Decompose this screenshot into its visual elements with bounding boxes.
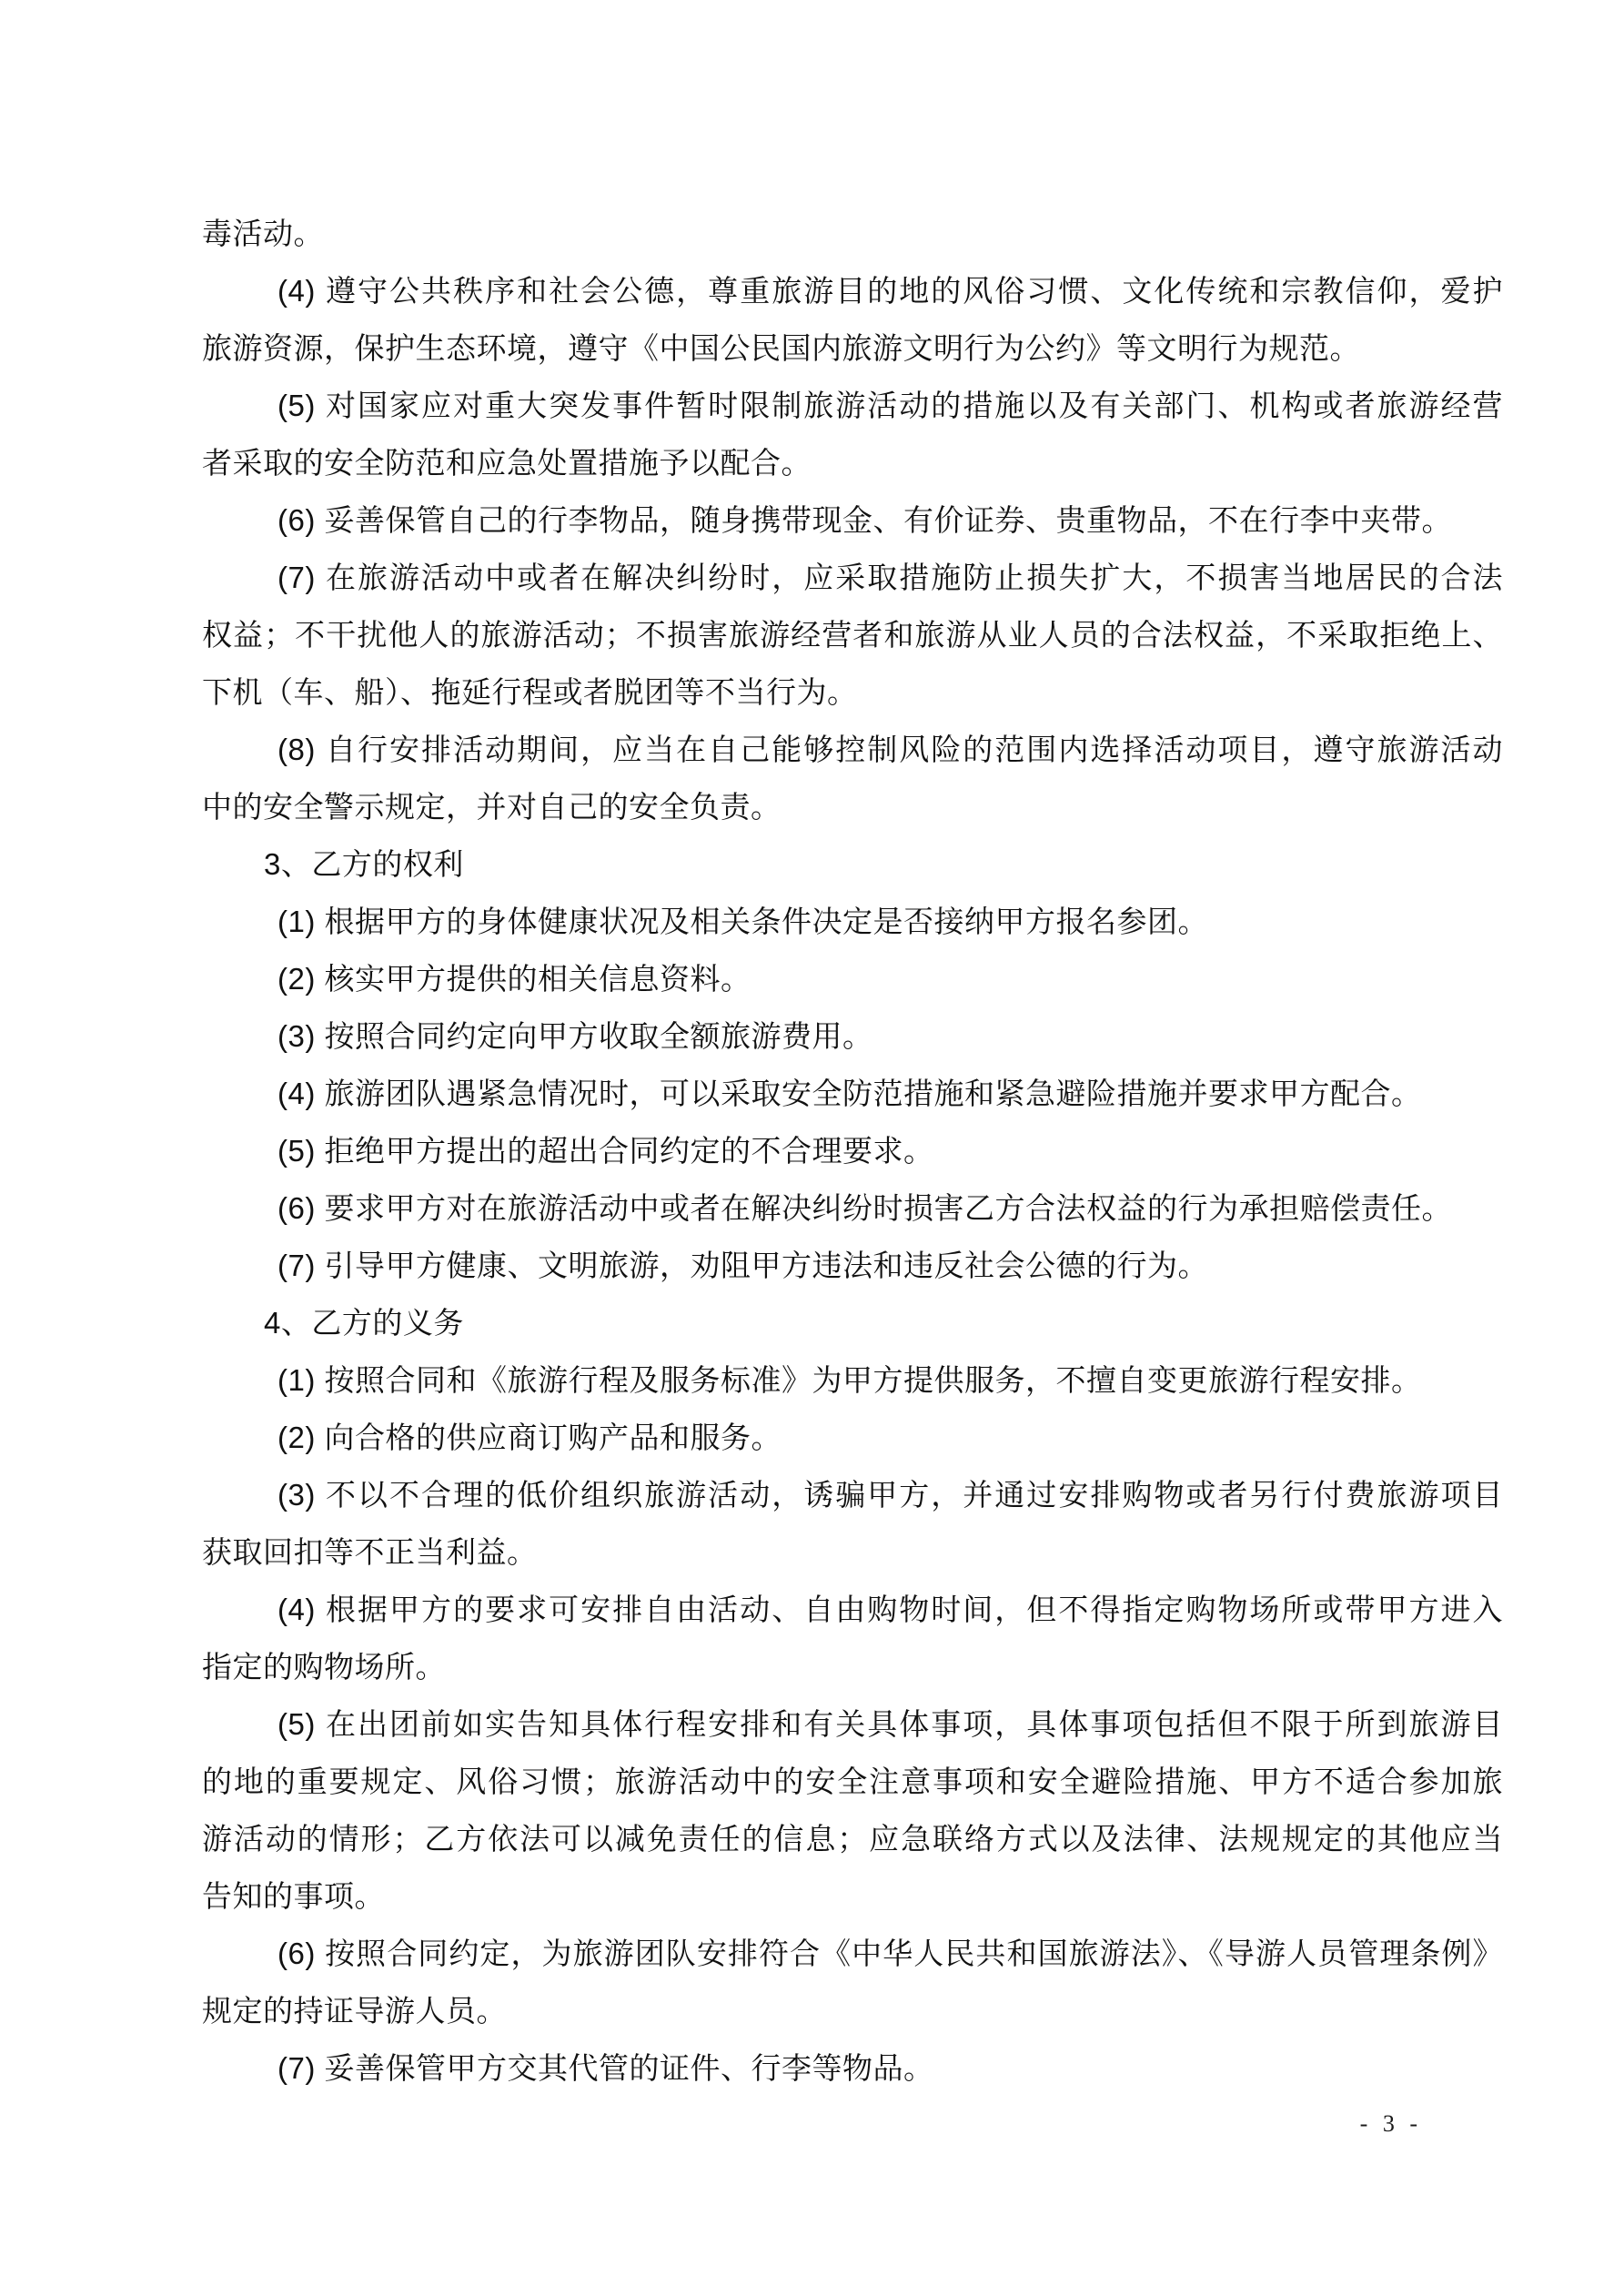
text-line: 游活动的情形；乙方依法可以减免责任的信息；应急联络方式以及法律、法规规定的其他应当: [202, 1822, 1503, 1856]
text-line: 告知的事项。: [202, 1879, 385, 1913]
text-line: 毒活动。: [202, 217, 324, 250]
text-line: 规定的持证导游人员。: [202, 1994, 507, 2028]
text-line: (6) 按照合同约定，为旅游团队安排符合《中华人民共和国旅游法》、《导游人员管理条例》: [277, 1937, 1503, 1970]
text-line: (4) 旅游团队遇紧急情况时，可以采取安全防范措施和紧急避险措施并要求甲方配合。: [277, 1077, 1422, 1110]
text-line: 指定的购物场所。: [202, 1650, 446, 1684]
text-line: 获取回扣等不正当利益。: [202, 1535, 538, 1569]
text-line: (2) 核实甲方提供的相关信息资料。: [277, 962, 751, 996]
text-line: (3) 不以不合理的低价组织旅游活动，诱骗甲方，并通过安排购物或者另行付费旅游项目: [277, 1478, 1503, 1512]
text-line: (1) 按照合同和《旅游行程及服务标准》为甲方提供服务，不擅自变更旅游行程安排。: [277, 1363, 1422, 1397]
text-line: (1) 根据甲方的身体健康状况及相关条件决定是否接纳甲方报名参团。: [277, 905, 1208, 938]
text-line: 的地的重要规定、风俗习惯；旅游活动中的安全注意事项和安全避险措施、甲方不适合参加旅: [202, 1765, 1503, 1798]
text-line: 者采取的安全防范和应急处置措施予以配合。: [202, 446, 812, 480]
text-line: 权益；不干扰他人的旅游活动；不损害旅游经营者和旅游从业人员的合法权益，不采取拒绝上、: [202, 618, 1503, 652]
text-line: (5) 拒绝甲方提出的超出合同约定的不合理要求。: [277, 1134, 934, 1168]
text-line: 下机（车、船）、拖延行程或者脱团等不当行为。: [202, 675, 858, 709]
text-line: (7) 引导甲方健康、文明旅游，劝阻甲方违法和违反社会公德的行为。: [277, 1249, 1208, 1282]
text-line: 旅游资源，保护生态环境，遵守《中国公民国内旅游文明行为公约》等文明行为规范。: [202, 331, 1360, 365]
section-heading-line: 4、乙方的义务: [264, 1306, 464, 1340]
text-line: (6) 妥善保管自己的行李物品，随身携带现金、有价证券、贵重物品，不在行李中夹带。: [277, 503, 1452, 537]
text-line: (7) 妥善保管甲方交其代管的证件、行李等物品。: [277, 2051, 934, 2085]
text-line: (8) 自行安排活动期间，应当在自己能够控制风险的范围内选择活动项目，遵守旅游活动: [277, 733, 1503, 766]
page-number: - 3 -: [1359, 2110, 1422, 2137]
text-line: (5) 在出团前如实告知具体行程安排和有关具体事项，具体事项包括但不限于所到旅游目: [277, 1707, 1503, 1741]
text-line: (4) 遵守公共秩序和社会公德，尊重旅游目的地的风俗习惯、文化传统和宗教信仰，爱护: [277, 274, 1503, 308]
text-line: (7) 在旅游活动中或者在解决纠纷时，应采取措施防止损失扩大，不损害当地居民的合法: [277, 561, 1503, 594]
text-line: (3) 按照合同约定向甲方收取全额旅游费用。: [277, 1019, 873, 1053]
text-line: (2) 向合格的供应商订购产品和服务。: [277, 1421, 782, 1454]
section-heading-line: 3、乙方的权利: [264, 847, 464, 881]
text-line: 中的安全警示规定，并对自己的安全负责。: [202, 790, 782, 824]
document-body: [202, 205, 1503, 2097]
text-line: (5) 对国家应对重大突发事件暂时限制旅游活动的措施以及有关部门、机构或者旅游经营: [277, 389, 1503, 422]
text-line: (6) 要求甲方对在旅游活动中或者在解决纠纷时损害乙方合法权益的行为承担赔偿责任。: [277, 1191, 1452, 1225]
text-line: (4) 根据甲方的要求可安排自由活动、自由购物时间，但不得指定购物场所或带甲方进入: [277, 1593, 1503, 1626]
